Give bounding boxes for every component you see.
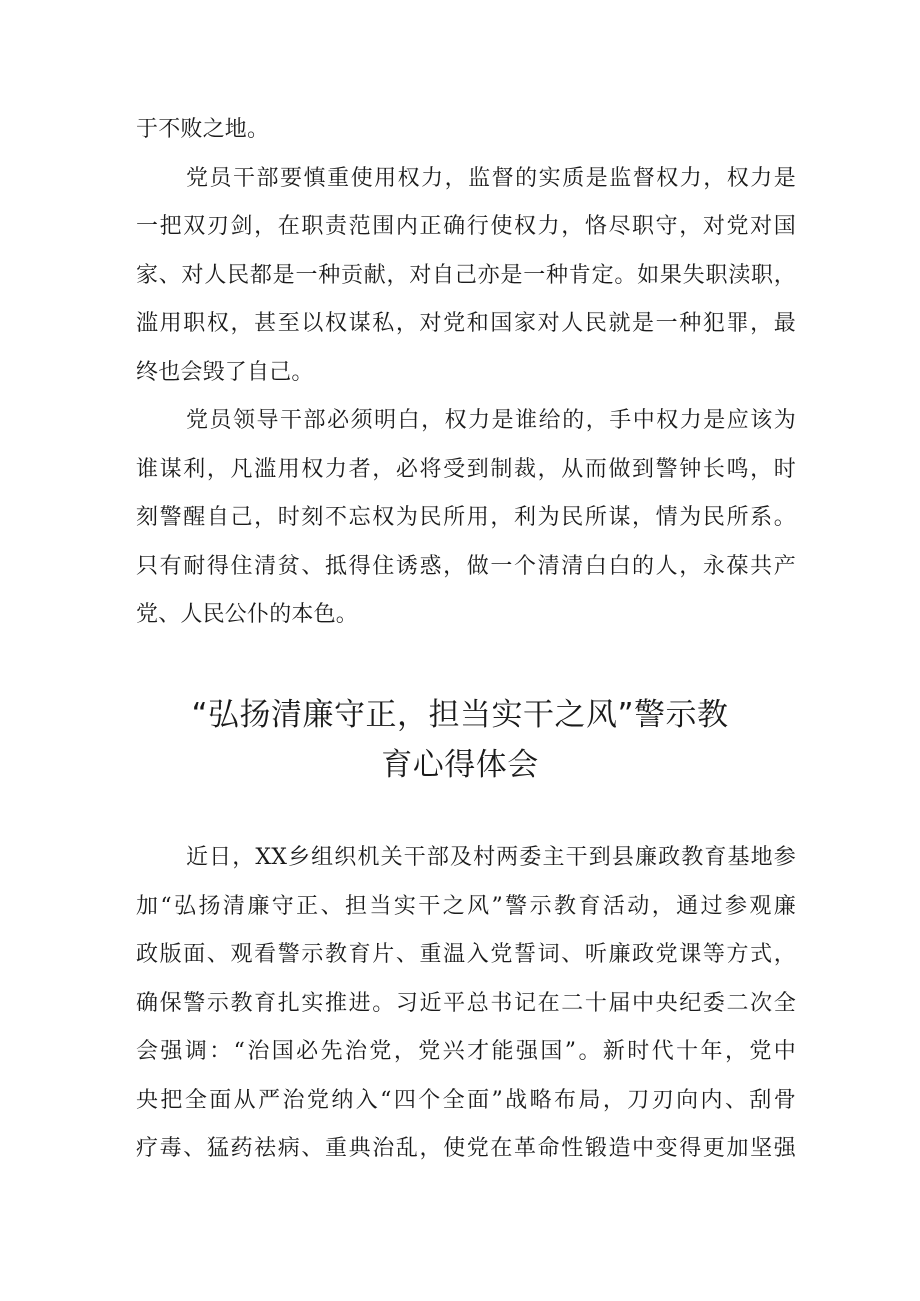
paragraph-line: 谁谋利，凡滥用权力者，必将受到制裁，从而做到警钟长鸣，时 xyxy=(136,456,796,482)
paragraph-line: 近日，XX乡组织机关干部及村两委主干到县廉政教育基地参 xyxy=(186,845,796,870)
paragraph-line: 于不败之地。 xyxy=(136,117,270,142)
paragraph-line: 党员干部要慎重使用权力，监督的实质是监督权力，权力是 xyxy=(186,165,796,191)
paragraph-line: 终也会毁了自己。 xyxy=(136,359,314,385)
paragraph-line: 刻警醒自己，时刻不忘权为民所用，利为民所谋，情为民所系。 xyxy=(136,505,796,530)
paragraph-line: 加“弘扬清廉守正、担当实干之风”警示教育活动，通过参观廉 xyxy=(136,893,796,919)
paragraph-line: 一把双刃剑，在职责范围内正确行使权力，恪尽职守，对党对国 xyxy=(136,214,796,239)
title-line-2: 育心得体会 xyxy=(381,747,539,783)
paragraph-line: 会强调：“治国必先治党，党兴才能强国”。新时代十年，党中 xyxy=(136,1039,796,1064)
paragraph-block-education xyxy=(136,842,796,1182)
paragraph-line: 党、人民公仆的本色。 xyxy=(136,602,359,627)
title-line-1: “弘扬清廉守正，担当实干之风”警示教 xyxy=(191,697,729,733)
paragraph-line: 疗毒、猛药祛病、重典治乱，使党在革命性锻造中变得更加坚强 xyxy=(136,1136,796,1161)
document-title xyxy=(0,690,920,790)
paragraph-line: 家、对人民都是一种贡献，对自己亦是一种肯定。如果失职渎职， xyxy=(136,262,796,288)
paragraph-line: 只有耐得住清贫、抵得住诱惑，做一个清清白白的人，永葆共产 xyxy=(136,553,796,579)
paragraph-line: 确保警示教育扎实推进。习近平总书记在二十届中央纪委二次全 xyxy=(136,990,796,1016)
paragraph-block-power xyxy=(136,114,796,648)
paragraph-line: 央把全面从严治党纳入“四个全面”战略布局，刀刃向内、刮骨 xyxy=(136,1087,796,1113)
paragraph-line: 政版面、观看警示教育片、重温入党誓词、听廉政党课等方式， xyxy=(136,942,796,967)
paragraph-line: 滥用职权，甚至以权谋私，对党和国家对人民就是一种犯罪，最 xyxy=(136,311,796,336)
paragraph-line: 党员领导干部必须明白，权力是谁给的，手中权力是应该为 xyxy=(186,408,796,433)
